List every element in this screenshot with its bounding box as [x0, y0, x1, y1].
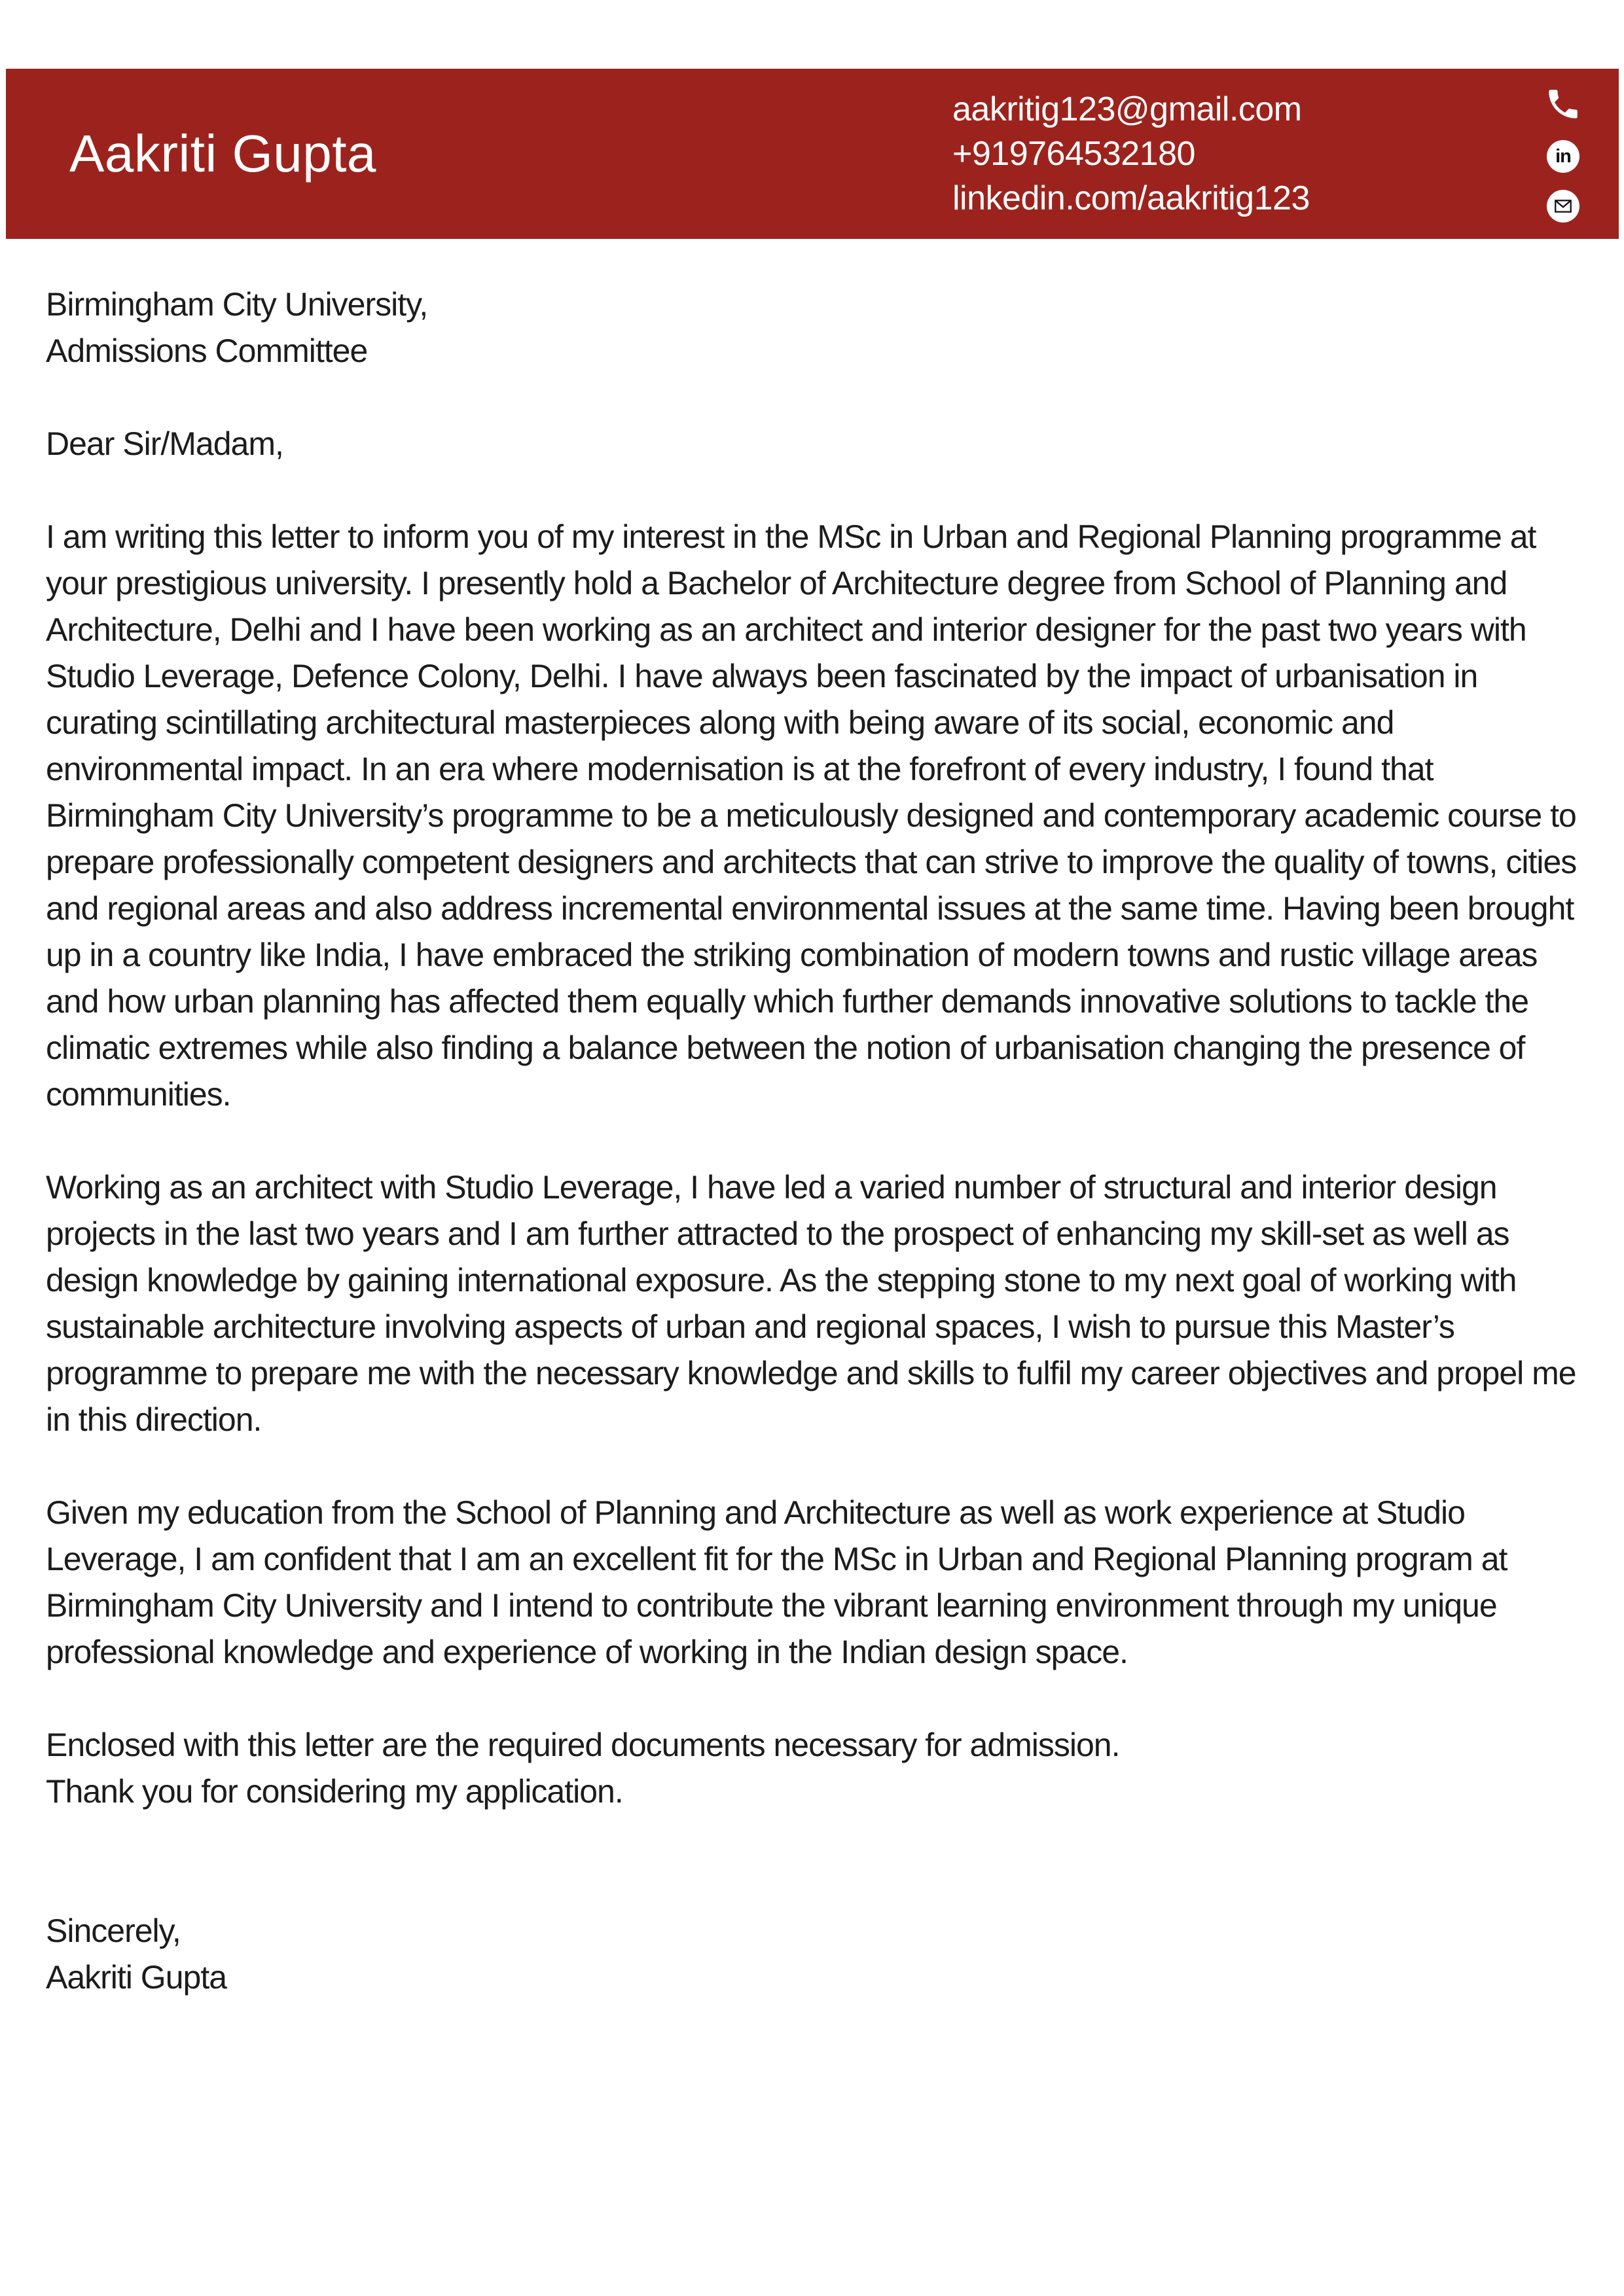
- header-bar: [6, 69, 1619, 239]
- enclosure-line: Thank you for considering my application.: [46, 1773, 623, 1810]
- enclosure-line: Enclosed with this letter are the required documents necessary for admission.: [46, 1727, 1120, 1763]
- enclosure-paragraph: [46, 1722, 1578, 1815]
- contact-linkedin: linkedin.com/aakritig123: [952, 179, 1310, 217]
- linkedin-icon: [1547, 140, 1579, 173]
- closing: Sincerely,: [46, 1912, 181, 1949]
- salutation: Dear Sir/Madam,: [46, 425, 283, 462]
- signoff: [46, 1908, 1578, 2001]
- recipient-line: Admissions Committee: [46, 332, 368, 369]
- paragraph-introduction: I am writing this letter to inform you of my interest in the MSc in Urban and Regional Planning programme at your prestigious university. I presently hold a Bachelor of Architecture degree from School of Planning and Architecture, Delhi and I have been working as an architect and interior designer for the past two years with Studio Leverage, Defence Colony, Delhi. I have always been fascinated by the impact of urbanisation in curating scintillating architectural masterpieces along with being aware of its social, economic and environmental impact. In an era where modernisation is at the forefront of every industry, I found that Birmingham City University’s programme to be a meticulously designed and contemporary academic course to prepare professionally competent designers and architects that can strive to improve the quality of towns, cities and regional areas and also address incremental environmental issues at the same time. Having been brought up in a country like India, I have embraced the striking combination of modern towns and rustic village areas and how urban planning has affected them equally which further demands innovative solutions to tackle the climatic extremes while also finding a balance between the notion of urbanisation changing the presence of communities.: [46, 518, 1577, 1113]
- email-icon: [1547, 190, 1579, 223]
- contact-icons: [1544, 85, 1582, 223]
- contact-phone: +919764532180: [952, 135, 1195, 173]
- author-name: Aakriti Gupta: [69, 124, 376, 183]
- recipient-block: [46, 281, 1578, 374]
- phone-icon: [1544, 85, 1582, 123]
- contact-email: aakritig123@gmail.com: [952, 90, 1302, 128]
- recipient-line: Birmingham City University,: [46, 286, 428, 323]
- signature-name: Aakriti Gupta: [46, 1959, 227, 1996]
- paragraph-experience: Working as an architect with Studio Leverage, I have led a varied number of structural and interior design projects in the last two years and I am further attracted to the prospect of enhancing my skill-set as well as design knowledge by gaining international exposure. As the stepping stone to my next goal of working with sustainable architecture involving aspects of urban and regional spaces, I wish to pursue this Master’s programme to prepare me with the necessary knowledge and skills to fulfil my career objectives and propel me in this direction.: [46, 1169, 1576, 1438]
- paragraph-fit: Given my education from the School of Planning and Architecture as well as work experience at Studio Leverage, I am confident that I am an excellent fit for the MSc in Urban and Regional Planning program at Birmingham City University and I intend to contribute the vibrant learning environment through my unique professional knowledge and experience of working in the Indian design space.: [46, 1494, 1507, 1670]
- letter-body: [46, 281, 1578, 2001]
- linkedin-in-label: in: [1555, 145, 1571, 167]
- contact-block: [952, 87, 1310, 221]
